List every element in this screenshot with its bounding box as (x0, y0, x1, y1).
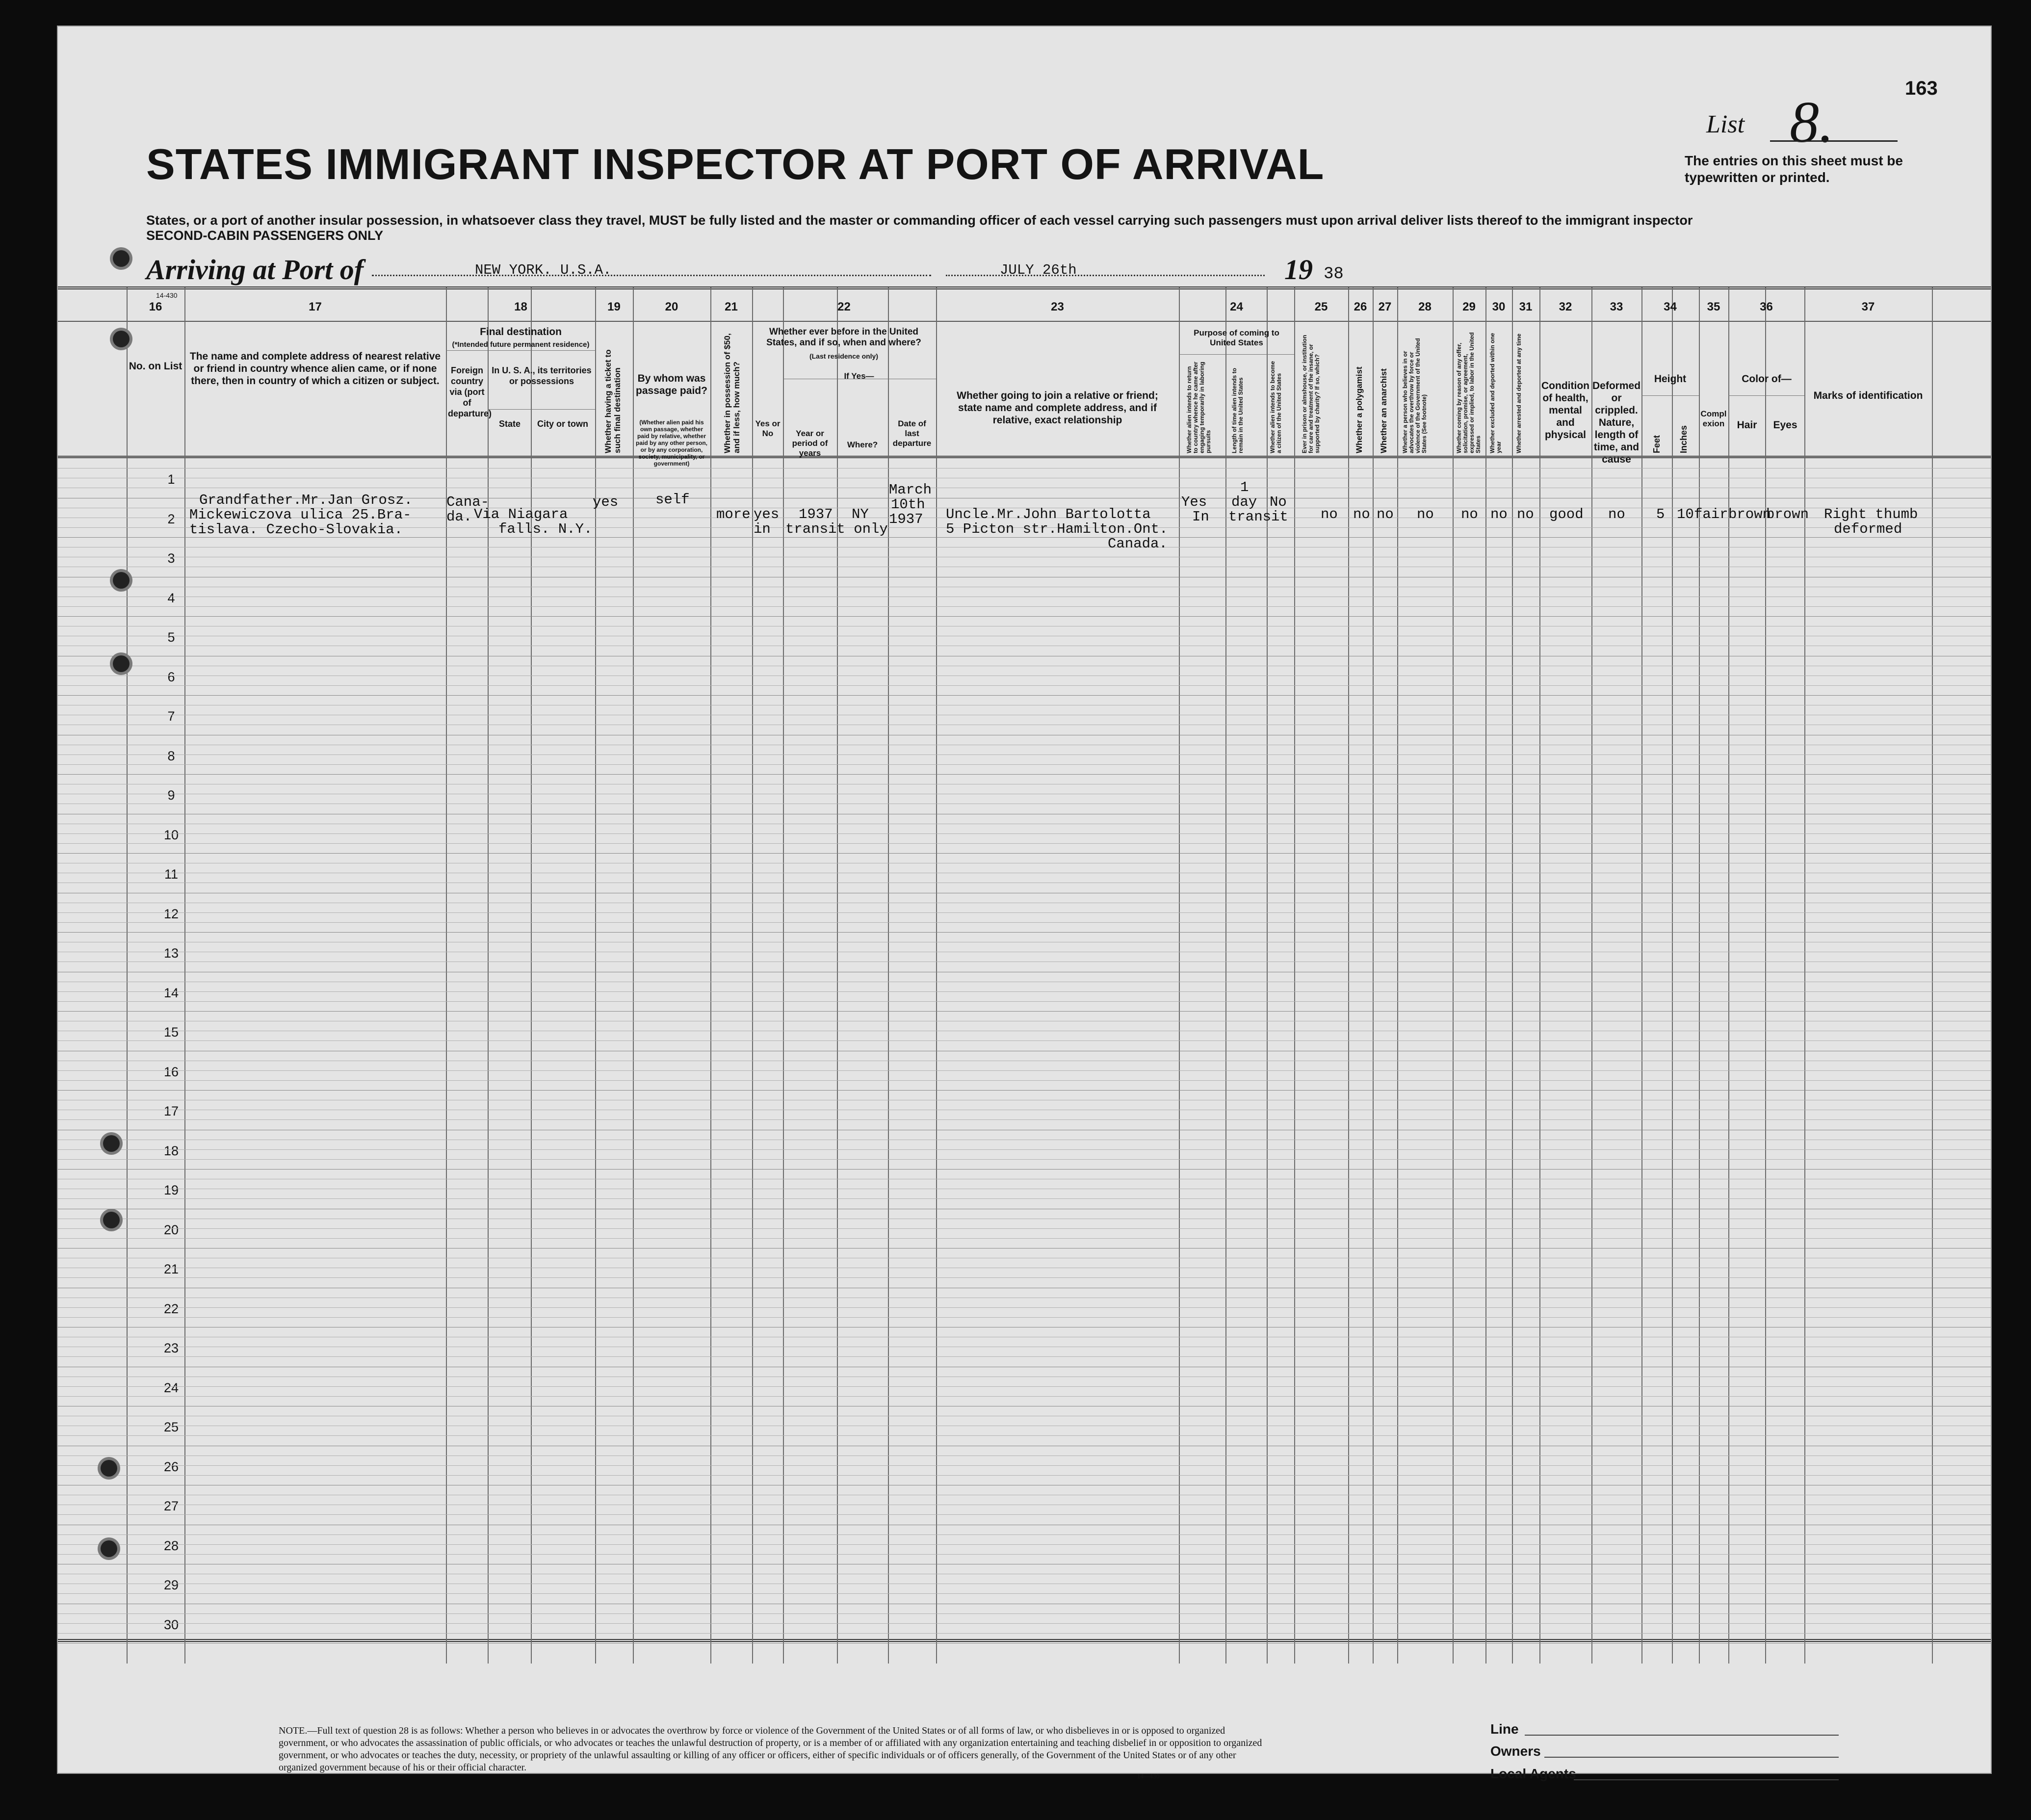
port-value: NEW YORK. U.S.A. (475, 262, 612, 278)
header-before-in-us: Whether ever before in the United States, and if so, when and where? (766, 327, 921, 348)
joining-line-1: Uncle.Mr.John Bartolotta (946, 506, 1151, 522)
row-rule (58, 833, 1991, 834)
row-rule (58, 1090, 1991, 1091)
row-number: 23 (163, 1341, 179, 1355)
row-rule (58, 1159, 1991, 1160)
entries-note: The entries on this sheet must be typewritten or printed. (1685, 153, 1903, 185)
header-eyes: Eyes (1773, 419, 1797, 431)
col-number: 37 (1861, 300, 1875, 313)
row-rule (58, 922, 1991, 923)
col-line (1179, 287, 1180, 1664)
row-rule (58, 1011, 1991, 1012)
row-number: 30 (163, 1617, 179, 1632)
line-label: Line (1490, 1721, 1519, 1737)
header-yes-no: Yes or No (755, 419, 781, 438)
col-number: 17 (309, 300, 322, 313)
header-bottom-rule (58, 456, 1991, 458)
row-rule (58, 932, 1991, 933)
row-rule (58, 1356, 1991, 1357)
relative-line-3: tislava. Czecho-Slovakia. (189, 521, 403, 538)
joining-line-2: 5 Picton str.Hamilton.Ont. (946, 521, 1168, 537)
page-number: 163 (1905, 78, 1938, 99)
row-number: 12 (163, 906, 179, 921)
row-rule (58, 1633, 1991, 1634)
header-city: City or town (537, 419, 588, 429)
row-number: 28 (163, 1538, 179, 1553)
header-passage-paid-note: (Whether alien paid his own passage, whether paid by relative, whether paid by any other person, or by any corporation, society, municipality, or government) (635, 419, 708, 467)
binder-hole (113, 655, 130, 672)
header-before-note: (Last residence only) (809, 352, 879, 360)
before-transit: transit only (785, 521, 888, 537)
col-line (1641, 287, 1642, 1664)
purpose-return-2: In (1192, 509, 1209, 525)
header-length-stay: Length of time alien intends to remain in the United States (1231, 368, 1244, 453)
col-line (1728, 287, 1729, 1664)
before-in: in (754, 521, 771, 537)
eyes-value: brown (1766, 506, 1809, 522)
row-rule (58, 1544, 1991, 1545)
ticket-value: yes (593, 494, 619, 510)
row-rule (58, 1228, 1991, 1229)
col-number: 32 (1559, 300, 1572, 313)
header-final-destination: Final destination (480, 326, 562, 338)
header-hair: Hair (1737, 419, 1757, 431)
relative-line-1: Grandfather.Mr.Jan Grosz. (199, 492, 413, 508)
polygamist-value: no (1353, 506, 1370, 522)
marks-line-1: Right thumb (1824, 506, 1918, 522)
row-rule (58, 1593, 1991, 1594)
col-number: 34 (1664, 300, 1677, 313)
row-rule (58, 1169, 1991, 1170)
row-number: 6 (167, 669, 175, 684)
column-number-rule (58, 321, 1991, 322)
purpose-length-1: 1 (1240, 479, 1249, 495)
header-where: Where? (847, 440, 878, 449)
purpose-length-2: day (1231, 494, 1257, 510)
col-number: 33 (1610, 300, 1623, 313)
row-rule (58, 754, 1991, 755)
col-line (1485, 287, 1486, 1664)
header-if-yes: If Yes— (844, 371, 874, 381)
col-number: 22 (837, 300, 851, 313)
col-line (1225, 287, 1226, 1664)
marks-line-2: deformed (1834, 521, 1902, 537)
col-line (1348, 287, 1349, 1664)
header-excluded: Whether excluded and deported within one year (1489, 333, 1502, 453)
row-rule (58, 1514, 1991, 1515)
row-number: 13 (163, 946, 179, 961)
row-rule (58, 843, 1991, 844)
row-number: 3 (167, 551, 175, 566)
header-height: Height (1654, 373, 1687, 385)
col-line (1672, 287, 1673, 1664)
col-number: 25 (1314, 300, 1328, 313)
row-rule (58, 606, 1991, 607)
header-in-usa: In U. S. A., its territories or possessions (492, 365, 592, 386)
row-number: 8 (167, 748, 175, 763)
row-rule (58, 1386, 1991, 1387)
departure-month: March (889, 482, 932, 498)
row-rule (58, 695, 1991, 696)
col-number: 36 (1760, 300, 1773, 313)
binder-hole (101, 1460, 117, 1477)
header-year: Year or period of years (792, 429, 828, 458)
col-number: 31 (1519, 300, 1533, 313)
col-number: 24 (1230, 300, 1243, 313)
deformed-value: no (1608, 506, 1625, 522)
row-rule (58, 1080, 1991, 1081)
table-bottom-rule (58, 1639, 1991, 1642)
row-number: 10 (163, 827, 179, 842)
row-number: 21 (163, 1262, 179, 1276)
col-number: 27 (1378, 300, 1392, 313)
row-rule (58, 1198, 1991, 1199)
row-number: 24 (163, 1380, 179, 1395)
col-line (1267, 287, 1268, 1664)
col-line (1932, 287, 1933, 1664)
row-rule (58, 1317, 1991, 1318)
purpose-length-3: transit (1228, 509, 1288, 525)
header-feet: Feet (1652, 435, 1662, 453)
row-rule (58, 685, 1991, 686)
col-line (837, 287, 838, 1664)
row-rule (58, 1396, 1991, 1397)
col-line (1699, 287, 1700, 1664)
dest-subrule (488, 409, 595, 410)
row-number: 9 (167, 788, 175, 803)
city-value: falls. N.Y. (498, 521, 593, 537)
purpose-citizen: No (1270, 494, 1287, 510)
col-number: 18 (514, 300, 527, 313)
before-yes: yes (754, 506, 780, 522)
row-rule (58, 764, 1991, 765)
row-rule (58, 1119, 1991, 1120)
col-line (184, 287, 185, 1664)
row-rule (58, 1623, 1991, 1624)
color-subrule (1728, 395, 1804, 396)
header-passage-paid: By whom was passage paid? (636, 373, 707, 396)
row-rule (58, 1001, 1991, 1002)
col-number: 23 (1051, 300, 1064, 313)
health-value: good (1549, 506, 1584, 522)
state-via: Via Niagara (474, 506, 568, 522)
row-number: 1 (167, 472, 175, 487)
before-where: NY (852, 506, 869, 522)
col-line (752, 287, 753, 1664)
foreign-country-1: Cana- (446, 494, 490, 510)
row-number: 7 (167, 709, 175, 724)
header-labor-offer: Whether coming by reason of any offer, solicitation, promise, or agreement, expressed or implied, to labor in the United States (1456, 332, 1482, 453)
header-color-of: Color of— (1742, 373, 1792, 385)
header-final-destination-note: (*Intended future permanent residence) (452, 340, 590, 349)
height-inches-value: 10 (1677, 506, 1694, 522)
header-nearest-relative: The name and complete address of nearest relative or friend in country whence alien came, or if none there, then in country of which a citizen or subject. (189, 351, 441, 387)
row-number: 29 (163, 1578, 179, 1592)
labor-offer-value: no (1461, 506, 1478, 522)
col-line (127, 287, 128, 1664)
local-agents-label: Local Agents (1490, 1766, 1576, 1781)
row-number: 22 (163, 1301, 179, 1316)
col-line (531, 287, 532, 1664)
hair-value: brown (1728, 506, 1771, 522)
header-polygamist: Whether a polygamist (1354, 366, 1364, 453)
header-ticket: Whether having a ticket to such final destination (603, 349, 622, 453)
list-number: 8. (1790, 89, 1834, 155)
year-suffix: 38 (1324, 265, 1344, 284)
header-return-intent: Whether alien intends to return to country whence he came after engaging temporarily in laboring pursuits (1186, 362, 1212, 453)
col-line (1512, 287, 1513, 1664)
row-rule (58, 616, 1991, 617)
col-number: 35 (1707, 300, 1720, 313)
row-number: 25 (163, 1420, 179, 1434)
relative-line-2: Mickewiczova ulica 25.Bra- (189, 507, 412, 523)
col-line (1453, 287, 1454, 1664)
prison-value: no (1321, 506, 1338, 522)
arrested-value: no (1517, 506, 1534, 522)
row-rule (58, 1070, 1991, 1071)
col-line (1765, 287, 1766, 1664)
col-line (1397, 287, 1398, 1664)
owners-label: Owners (1490, 1743, 1541, 1759)
row-rule (58, 1040, 1991, 1041)
joining-line-3: Canada. (1108, 536, 1168, 552)
height-subrule (1641, 395, 1699, 396)
row-rule (58, 1149, 1991, 1150)
complexion-value: fair (1694, 506, 1728, 522)
money-value: more (716, 506, 751, 522)
header-foreign-country: Foreign country via (port of departure) (448, 365, 492, 418)
row-number: 26 (163, 1459, 179, 1474)
row-rule (58, 1554, 1991, 1555)
row-rule (58, 912, 1991, 913)
row-number: 27 (163, 1499, 179, 1513)
date-value: JULY 26th (1000, 262, 1077, 278)
foreign-country-2: da. (446, 509, 472, 525)
col-line (1591, 287, 1592, 1664)
row-number: 4 (167, 590, 175, 605)
binder-hole (103, 1212, 120, 1228)
line-rule (1525, 1735, 1839, 1736)
header-arrested: Whether arrested and deported at any time (1515, 333, 1522, 453)
page-title: STATES IMMIGRANT INSPECTOR AT PORT OF ARRIVAL (146, 140, 1325, 188)
col-line (1804, 287, 1805, 1664)
row-number: 17 (163, 1104, 179, 1118)
row-rule (58, 1435, 1991, 1436)
col-number: 16 (149, 300, 162, 313)
row-number: 19 (163, 1183, 179, 1197)
manifest-sheet (57, 26, 1992, 1781)
row-number: 20 (163, 1222, 179, 1237)
form-code: 14-430 (156, 291, 178, 299)
col-number: 21 (725, 300, 738, 313)
excluded-value: no (1490, 506, 1508, 522)
departure-year: 1937 (889, 511, 923, 527)
departure-day: 10th (891, 496, 925, 513)
row-number: 5 (167, 630, 175, 645)
row-number: 2 (167, 511, 175, 526)
list-number-line (1770, 140, 1898, 142)
col-line (710, 287, 711, 1664)
header-q28: Whether a person who believes in or advocates the overthrow by force or violence of the Government of the United States (See footnote) (1402, 338, 1428, 453)
binder-hole (113, 572, 130, 589)
dest-subrule (446, 350, 596, 351)
footnote-q28: NOTE.—Full text of question 28 is as follows: Whether a person who believes in or advocates the overthrow by force or violence of the Government of the United States or of all forms of law, or who disbelieves in or is opposed to organized government, or who advocates the assassination of public officials, or who advocates or teaches the unlawful destruction of property, or is a member of or affiliated with any organization entertaining and teaching disbelief in or opposition to organized government, or who advocates or teaches the duty, necessity, or propriety of the unlawful assaulting or killing of any officer or officers, either of specific individuals or of officers generally, of the Government of the United States or of any other organized government because of his or their official character. (279, 1725, 1262, 1773)
paid-by-value: self (655, 492, 690, 508)
binder-hole (101, 1540, 117, 1557)
row-rule (58, 1277, 1991, 1278)
row-rule (58, 991, 1991, 992)
header-inches: Inches (1679, 425, 1689, 453)
col-number: 19 (607, 300, 621, 313)
header-state: State (498, 419, 521, 429)
row-number: 15 (163, 1025, 179, 1040)
row-rule (58, 1534, 1991, 1535)
header-citizen-intent: Whether alien intends to become a citizen of the United States (1269, 361, 1282, 453)
col-line (783, 287, 784, 1664)
row-rule (58, 1465, 1991, 1466)
row-number: 18 (163, 1143, 179, 1158)
port-line (372, 275, 931, 276)
binder-hole (103, 1135, 120, 1152)
table-top-rule (58, 286, 1991, 289)
arriving-label: Arriving at Port of (146, 254, 364, 286)
col-number: 28 (1418, 300, 1432, 313)
list-label: List (1706, 110, 1745, 138)
height-feet-value: 5 (1656, 506, 1665, 522)
col-number: 29 (1462, 300, 1476, 313)
col-number: 20 (665, 300, 678, 313)
col-line (1539, 287, 1540, 1664)
q28-value: no (1417, 506, 1434, 522)
col-line (936, 287, 937, 1664)
header-deformed: Deformed or crippled. Nature, length of time, and cause (1592, 380, 1641, 465)
col-line (1373, 287, 1374, 1664)
header-prison: Ever in prison or almshouse, or institution for care and treatment of the insane, or supported by charity? If so, which? (1301, 335, 1321, 453)
header-fifty-dollars: Whether in possession of $50, and if less, how much? (723, 333, 741, 453)
row-rule (58, 1613, 1991, 1614)
anarchist-value: no (1377, 506, 1394, 522)
header-date-departure: Date of last departure (892, 419, 932, 448)
footer-code: 14—430 (1137, 1773, 1160, 1780)
col-line (1294, 287, 1295, 1664)
binder-hole (113, 250, 130, 267)
year-prefix: 19 (1284, 254, 1313, 286)
header-complexion: Complexion (1700, 409, 1727, 428)
row-number: 11 (164, 867, 179, 882)
header-health: Condition of health, mental and physical (1541, 380, 1589, 441)
header-joining: Whether going to join a relative or friend; state name and complete address, and if relative, exact relationship (957, 390, 1158, 426)
purpose-subrule (1179, 354, 1294, 355)
row-rule (58, 853, 1991, 854)
header-marks: Marks of identification (1813, 390, 1923, 401)
intro-text (146, 213, 1741, 243)
date-line (946, 275, 1265, 276)
row-rule (58, 1475, 1991, 1476)
col-number: 26 (1354, 300, 1367, 313)
col-number: 30 (1492, 300, 1506, 313)
purpose-return-1: Yes (1181, 494, 1207, 510)
header-purpose: Purpose of coming to United States (1194, 328, 1279, 347)
header-no-on-list: No. on List (129, 361, 182, 372)
header-anarchist: Whether an anarchist (1379, 368, 1388, 453)
col-line (633, 287, 634, 1664)
row-number: 14 (163, 985, 179, 1000)
row-rule (58, 774, 1991, 775)
row-number: 16 (163, 1064, 179, 1079)
intro-line-1: States, or a port of another insular possession, in whatsoever class they travel, MUST be fully listed and the master or commanding officer of each vessel carrying such passengers must upon arrival deliver lists thereof to the immigrant inspector (146, 213, 1693, 228)
row-rule (58, 1238, 1991, 1239)
local-agents-rule (1574, 1779, 1839, 1780)
intro-line-2: SECOND-CABIN PASSENGERS ONLY (146, 228, 384, 243)
binder-hole (113, 331, 130, 347)
before-year: 1937 (799, 506, 833, 522)
row-rule (58, 1307, 1991, 1308)
owners-rule (1544, 1757, 1839, 1758)
